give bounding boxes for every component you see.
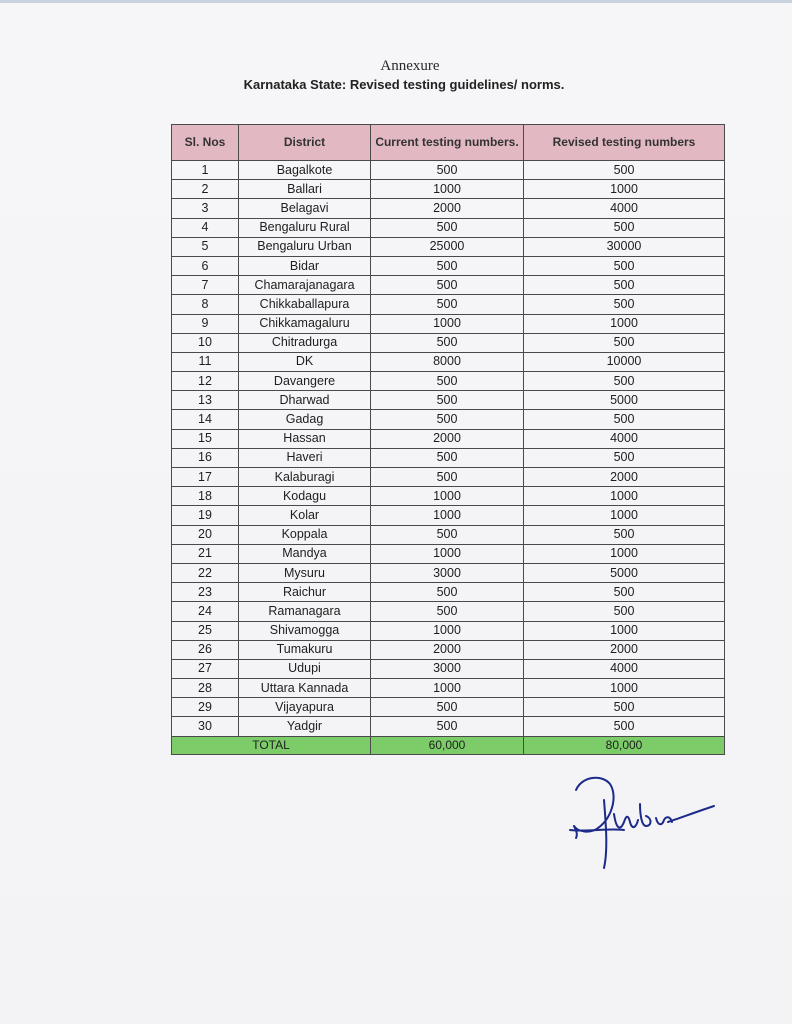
cell-sl-no: 21 — [172, 544, 239, 563]
cell-district: Chikkaballapura — [239, 295, 371, 314]
cell-revised-testing: 4000 — [524, 199, 725, 218]
table-row — [172, 640, 725, 659]
cell-revised-testing: 500 — [524, 698, 725, 717]
cell-sl-no: 11 — [172, 352, 239, 371]
cell-district: Bengaluru Urban — [239, 237, 371, 256]
cell-revised-testing: 500 — [524, 410, 725, 429]
cell-revised-testing: 2000 — [524, 468, 725, 487]
table-row — [172, 161, 725, 180]
cell-current-testing: 2000 — [371, 640, 524, 659]
cell-sl-no: 9 — [172, 314, 239, 333]
cell-current-testing: 500 — [371, 372, 524, 391]
cell-district: Raichur — [239, 583, 371, 602]
cell-sl-no: 2 — [172, 180, 239, 199]
cell-district: Ballari — [239, 180, 371, 199]
cell-sl-no: 5 — [172, 237, 239, 256]
cell-revised-testing: 5000 — [524, 563, 725, 582]
cell-district: Udupi — [239, 659, 371, 678]
cell-current-testing: 8000 — [371, 352, 524, 371]
cell-revised-testing: 1000 — [524, 314, 725, 333]
cell-current-testing: 2000 — [371, 199, 524, 218]
cell-current-testing: 25000 — [371, 237, 524, 256]
total-revised: 80,000 — [524, 736, 725, 754]
cell-district: Koppala — [239, 525, 371, 544]
cell-sl-no: 7 — [172, 276, 239, 295]
cell-revised-testing: 5000 — [524, 391, 725, 410]
cell-revised-testing: 1000 — [524, 679, 725, 698]
cell-district: Gadag — [239, 410, 371, 429]
cell-revised-testing: 500 — [524, 295, 725, 314]
cell-district: Mysuru — [239, 563, 371, 582]
cell-sl-no: 29 — [172, 698, 239, 717]
table-row — [172, 372, 725, 391]
cell-district: Chamarajanagara — [239, 276, 371, 295]
cell-revised-testing: 500 — [524, 448, 725, 467]
header-sl-no: Sl. Nos — [172, 125, 239, 161]
total-current: 60,000 — [371, 736, 524, 754]
cell-revised-testing: 500 — [524, 525, 725, 544]
cell-sl-no: 3 — [172, 199, 239, 218]
document-subtitle: Karnataka State: Revised testing guidelines/ norms. — [243, 77, 565, 92]
cell-district: Yadgir — [239, 717, 371, 736]
table-row — [172, 448, 725, 467]
table-row — [172, 717, 725, 736]
cell-revised-testing: 500 — [524, 161, 725, 180]
handwritten-signature — [568, 770, 728, 880]
table-row — [172, 333, 725, 352]
cell-sl-no: 14 — [172, 410, 239, 429]
cell-sl-no: 1 — [172, 161, 239, 180]
cell-revised-testing: 1000 — [524, 506, 725, 525]
cell-district: Bengaluru Rural — [239, 218, 371, 237]
cell-sl-no: 12 — [172, 372, 239, 391]
cell-sl-no: 15 — [172, 429, 239, 448]
cell-sl-no: 22 — [172, 563, 239, 582]
cell-current-testing: 500 — [371, 448, 524, 467]
cell-district: Tumakuru — [239, 640, 371, 659]
cell-current-testing: 1000 — [371, 621, 524, 640]
table-row — [172, 237, 725, 256]
table-row — [172, 602, 725, 621]
cell-current-testing: 500 — [371, 698, 524, 717]
cell-sl-no: 16 — [172, 448, 239, 467]
table-row — [172, 506, 725, 525]
cell-current-testing: 500 — [371, 583, 524, 602]
cell-district: Kalaburagi — [239, 468, 371, 487]
cell-district: Kolar — [239, 506, 371, 525]
cell-revised-testing: 500 — [524, 372, 725, 391]
cell-district: Chitradurga — [239, 333, 371, 352]
cell-district: Mandya — [239, 544, 371, 563]
table-row — [172, 410, 725, 429]
cell-sl-no: 23 — [172, 583, 239, 602]
cell-district: Kodagu — [239, 487, 371, 506]
cell-current-testing: 500 — [371, 333, 524, 352]
cell-district: Haveri — [239, 448, 371, 467]
cell-current-testing: 500 — [371, 295, 524, 314]
cell-sl-no: 25 — [172, 621, 239, 640]
cell-current-testing: 3000 — [371, 563, 524, 582]
cell-sl-no: 19 — [172, 506, 239, 525]
cell-district: Shivamogga — [239, 621, 371, 640]
cell-revised-testing: 30000 — [524, 237, 725, 256]
table-row — [172, 352, 725, 371]
total-label: TOTAL — [172, 736, 371, 754]
cell-district: Chikkamagaluru — [239, 314, 371, 333]
cell-sl-no: 24 — [172, 602, 239, 621]
cell-current-testing: 500 — [371, 525, 524, 544]
cell-district: Ramanagara — [239, 602, 371, 621]
cell-revised-testing: 500 — [524, 276, 725, 295]
cell-sl-no: 26 — [172, 640, 239, 659]
cell-current-testing: 2000 — [371, 429, 524, 448]
table-row — [172, 180, 725, 199]
cell-sl-no: 30 — [172, 717, 239, 736]
table-row — [172, 544, 725, 563]
table-header-row — [172, 125, 725, 161]
cell-current-testing: 500 — [371, 717, 524, 736]
cell-district: Belagavi — [239, 199, 371, 218]
cell-current-testing: 1000 — [371, 506, 524, 525]
cell-current-testing: 1000 — [371, 487, 524, 506]
table-row — [172, 583, 725, 602]
testing-norms-table — [171, 124, 725, 755]
table-row — [172, 199, 725, 218]
cell-current-testing: 500 — [371, 218, 524, 237]
cell-district: Dharwad — [239, 391, 371, 410]
cell-current-testing: 500 — [371, 161, 524, 180]
table-row — [172, 468, 725, 487]
cell-current-testing: 1000 — [371, 679, 524, 698]
cell-district: Davangere — [239, 372, 371, 391]
table-body — [172, 161, 725, 737]
table-row — [172, 487, 725, 506]
cell-current-testing: 1000 — [371, 544, 524, 563]
cell-current-testing: 3000 — [371, 659, 524, 678]
table-row — [172, 679, 725, 698]
table-row — [172, 218, 725, 237]
cell-current-testing: 500 — [371, 602, 524, 621]
header-current-testing: Current testing numbers. — [371, 125, 524, 161]
cell-sl-no: 27 — [172, 659, 239, 678]
cell-revised-testing: 500 — [524, 602, 725, 621]
table-row — [172, 698, 725, 717]
cell-sl-no: 20 — [172, 525, 239, 544]
cell-district: Bagalkote — [239, 161, 371, 180]
table-row — [172, 525, 725, 544]
table-row — [172, 256, 725, 275]
cell-sl-no: 18 — [172, 487, 239, 506]
cell-current-testing: 1000 — [371, 180, 524, 199]
table-row — [172, 391, 725, 410]
cell-sl-no: 13 — [172, 391, 239, 410]
page-edge — [0, 0, 792, 3]
header-district: District — [239, 125, 371, 161]
cell-current-testing: 1000 — [371, 314, 524, 333]
cell-sl-no: 10 — [172, 333, 239, 352]
cell-current-testing: 500 — [371, 468, 524, 487]
cell-revised-testing: 1000 — [524, 487, 725, 506]
table-row — [172, 659, 725, 678]
cell-sl-no: 6 — [172, 256, 239, 275]
table-row — [172, 429, 725, 448]
cell-sl-no: 28 — [172, 679, 239, 698]
table-row — [172, 276, 725, 295]
cell-revised-testing: 1000 — [524, 544, 725, 563]
cell-revised-testing: 1000 — [524, 180, 725, 199]
cell-revised-testing: 2000 — [524, 640, 725, 659]
table-row — [172, 621, 725, 640]
cell-district: Bidar — [239, 256, 371, 275]
cell-district: Hassan — [239, 429, 371, 448]
cell-current-testing: 500 — [371, 276, 524, 295]
cell-current-testing: 500 — [371, 410, 524, 429]
cell-district: Vijayapura — [239, 698, 371, 717]
total-row — [172, 736, 725, 754]
cell-revised-testing: 500 — [524, 256, 725, 275]
cell-revised-testing: 500 — [524, 717, 725, 736]
cell-revised-testing: 4000 — [524, 659, 725, 678]
cell-district: DK — [239, 352, 371, 371]
cell-revised-testing: 500 — [524, 583, 725, 602]
table-row — [172, 314, 725, 333]
cell-sl-no: 4 — [172, 218, 239, 237]
cell-revised-testing: 500 — [524, 333, 725, 352]
table-row — [172, 563, 725, 582]
cell-revised-testing: 1000 — [524, 621, 725, 640]
table-row — [172, 295, 725, 314]
cell-current-testing: 500 — [371, 256, 524, 275]
cell-district: Uttara Kannada — [239, 679, 371, 698]
cell-current-testing: 500 — [371, 391, 524, 410]
cell-revised-testing: 500 — [524, 218, 725, 237]
cell-revised-testing: 4000 — [524, 429, 725, 448]
cell-sl-no: 17 — [172, 468, 239, 487]
header-revised-testing: Revised testing numbers — [524, 125, 725, 161]
cell-revised-testing: 10000 — [524, 352, 725, 371]
annexure-heading: Annexure — [380, 58, 440, 74]
cell-sl-no: 8 — [172, 295, 239, 314]
